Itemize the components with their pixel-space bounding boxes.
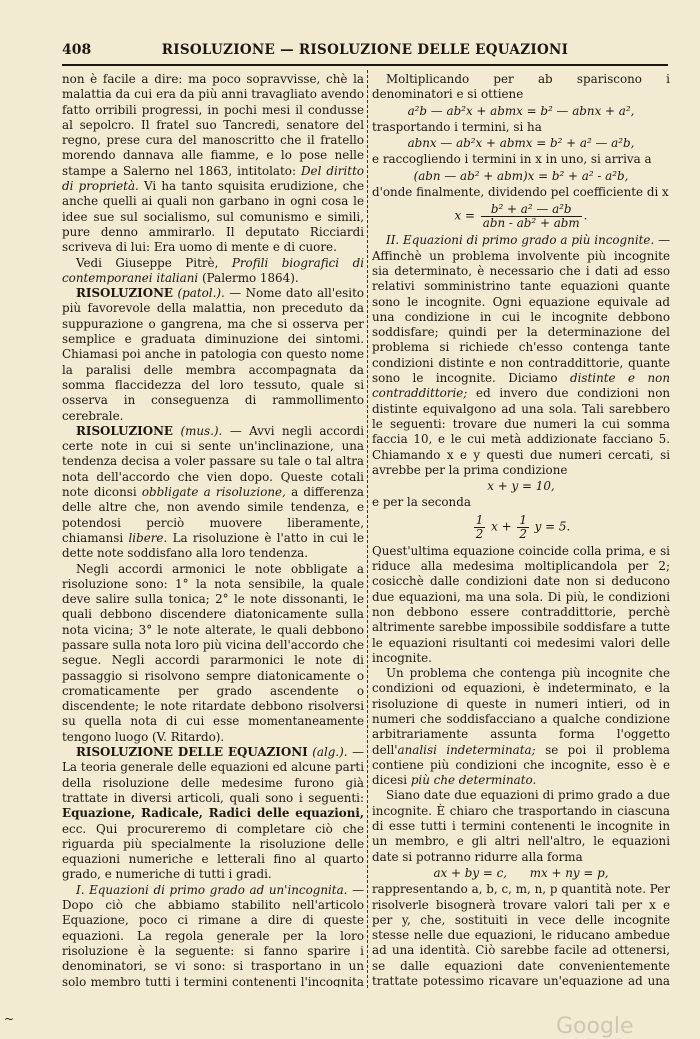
entry-body: — La teoria generale delle equazioni ed alcune parti della risoluzione delle medesime furono già trattate in diversi articoli, quali sono i seguenti: bbox=[62, 745, 364, 805]
denominator: 2 bbox=[519, 526, 527, 541]
cross-references: Equazione, Radicale, Radici delle equazioni, bbox=[62, 806, 364, 821]
equation-term: x = bbox=[454, 208, 475, 223]
numerator: b² + a² — a²b bbox=[481, 203, 582, 217]
paragraph-reference bbox=[62, 256, 364, 287]
entry-tag: (mus.). bbox=[180, 423, 223, 438]
text-run: rappresentando a, b, c, m, n, p quantità note. Per risolverle bisognerà trovare valori tali per x e per y, che, sostituiti in vece delle incognite stesse nelle due equazioni, le riducano ambedue ad una identità. Ciò sarebbe facile ad ottenersi, se dalle equazioni date convenientemente trattate potessimo ricavare un'equazione ad una bbox=[372, 882, 670, 987]
fraction bbox=[517, 514, 529, 541]
equation-term: y = 5. bbox=[534, 519, 571, 534]
text-run: Un problema che contenga più incognite che condizioni od equazioni, è indeterminato, e la risoluzione di queste in numeri intieri, od in numeri che soddisfacciano a qualche condizione arbitrariamente assunta forma l'oggetto dell' bbox=[372, 666, 670, 757]
text-run: se poi il problema contiene più condizioni che incognite, esso è e dicesi bbox=[372, 742, 670, 788]
margin-mark: ~ bbox=[4, 1012, 15, 1026]
paragraph-solve bbox=[372, 882, 670, 987]
section-body: — Affinchè un problema involvente più incognite sia determinato, è necessario che i dati ad esso relativi somministrino tante equazioni quante sono le incognite. Ogni equazione equivale ad una condizione in cui le incognite debbono soddisfare; quindi per la determinazione del problema si richiede ch'esso contenga tante condizioni distinte e non contraddittorie, quante sono le incognite. Diciamo bbox=[372, 233, 670, 386]
equation-6: x + y = 10, bbox=[487, 479, 555, 494]
paragraph-accordi: Negli accordi armonici le note obbligate a risoluzione sono: 1° la nota sensibile, la quale deve salire sulla tonica; 2° le note dissonanti, le quali debbono discendere diatonicamente sulla nota vicina; 3° le note alterate, le quali debbono passare sulla nota loro più vicina dell'accordo che segue. Negli accordi pararmonici le note di passaggio si risolvono sempre diatonicamente o cromaticamente per grado ascendente o discendente; le note ritardate debbono risolversi su quella nota di cui esse momentaneamente tengono luogo (V. Ritardo). bbox=[62, 561, 364, 744]
entry-body: — Nome dato all'esito più favorevole della malattia, non preceduto da suppurazione o gangrena, ma che si osserva per semplice e graduata diminuzione dei sintomi. Chiamasi poi anche in patologia con questo nome la paralisi delle membra accompagnata da somma flaccidezza del loro tessuto, quale si osserva in conseguenza di rammollimento cerebrale. bbox=[62, 286, 364, 423]
entry-risoluzione-equazioni bbox=[62, 745, 364, 883]
paragraph-coincide: Quest'ultima equazione coincide colla prima, e si riduce alla medesima moltiplicandola per 2; cosicchè dalle condizioni date non si deducono due equazioni, ma una sola. Di più, le condizioni non debbono essere contraddittorie, perchè altrimente sarebbe impossibile soddisfare a tutte le equazioni risultanti coi medesimi valori delle incognite. bbox=[372, 543, 670, 665]
emphasis: analisi indeterminata; bbox=[397, 742, 536, 757]
page-number: 408 bbox=[62, 42, 92, 58]
entry-term: RISOLUZIONE DELLE EQUAZIONI bbox=[76, 745, 308, 760]
page-header bbox=[62, 40, 668, 66]
section-two bbox=[372, 233, 670, 478]
text-run: (Palermo 1864). bbox=[202, 270, 299, 285]
paragraph-biography bbox=[62, 72, 364, 256]
equation-7 bbox=[372, 514, 670, 541]
equation-5 bbox=[372, 203, 670, 230]
entry-risoluzione-patol bbox=[62, 286, 364, 424]
paragraph-collect: e raccogliendo i termini in x in uno, si arriva a bbox=[372, 152, 652, 167]
entry-tag: (alg.). bbox=[312, 745, 348, 760]
fraction bbox=[474, 514, 486, 541]
paragraph-indeterminate bbox=[372, 666, 670, 788]
book-title: Profili biografici di contemporanei italiani bbox=[62, 255, 364, 285]
emphasis: libere. bbox=[128, 530, 168, 545]
section-one bbox=[62, 883, 364, 987]
fraction bbox=[481, 203, 582, 230]
text-run: Vi ha tanto squisita erudizione, che anche quelli ai quali non garbano in ogni cosa le idee sue sul socialismo, sul comunismo e simili, pure denno ammirarlo. Il deputato Ricciardi scriveva di lui: Era uomo di mente e di cuore. bbox=[62, 179, 364, 255]
paragraph-finally: d'onde finalmente, dividendo pel coefficiente di x bbox=[372, 185, 669, 200]
paragraph-second: e per la seconda bbox=[372, 495, 471, 510]
equation-4: (abn — ab² + abm)x = b² + a² - a²b, bbox=[413, 168, 629, 183]
paragraph-multiply: Moltiplicando per ab spariscono i denominatori e si ottiene bbox=[372, 72, 670, 102]
section-body: ed invero due condizioni non distinte equivalgono ad una sola. Tali sarebbero le seguenti: trovare due numeri la cui somma faccia 10, e le cui metà addizionate facciano 5. Chiamando x e y questi due numeri cercati, si avrebbe per la prima condizione bbox=[372, 386, 670, 477]
book-title: Del diritto di proprietà. bbox=[62, 163, 364, 194]
equation-2: a²b — ab²x + abmx = b² — abnx + a², bbox=[407, 103, 635, 118]
entry-term: RISOLUZIONE bbox=[76, 286, 173, 301]
emphasis: distinte e non contraddittorie; bbox=[372, 371, 670, 401]
paragraph-transport: trasportando i termini, si ha bbox=[372, 119, 542, 134]
equation-term: . bbox=[583, 208, 588, 223]
equation-8: ax + by = c, mx + ny = p, bbox=[433, 865, 609, 880]
section-heading: II. Equazioni di primo grado a più incognite. bbox=[386, 233, 655, 248]
numerator: 1 bbox=[475, 512, 484, 527]
section-heading: I. Equazioni di primo grado ad un'incognita. bbox=[76, 882, 348, 897]
paragraph-two-equations: Siano date due equazioni di primo grado a due incognite. È chiaro che trasportando in ciascuna di esse tutti i termini contenenti le incognite in un membro, e gli altri nell'altro, le equazioni date si potranno ridurre alla forma bbox=[372, 788, 670, 864]
entry-body: La risoluzione è l'atto in cui le dette note soddisfano alla loro tendenza. bbox=[62, 530, 364, 561]
denominator: abn - ab² + abm bbox=[482, 216, 580, 231]
text-run: Vedi Giuseppe Pitrè, bbox=[76, 255, 219, 270]
equation-term: x + bbox=[491, 519, 512, 534]
entry-body: ecc. Qui procureremo di completare ciò che riguarda più specialmente la risoluzione delle equazioni numeriche e letterali fino al quarto grado, e numeriche di tutti i gradi. bbox=[62, 821, 364, 882]
denominator: 2 bbox=[475, 526, 484, 541]
left-column bbox=[62, 72, 364, 987]
entry-tag: (patol.). bbox=[177, 286, 225, 301]
text-run: non è facile a dire: ma poco sopravvisse, chè la malattia da cui era da più anni travagliato avendo fatto orribili progressi, in pochi mesi il condusse al sepolcro. Il fratel suo Tancredi, senatore del regno, prese cura del manoscritto che il fratello morendo dannava alle fiamme, e lo pose nelle stampe a Salerno nel 1863, intitolato: bbox=[62, 72, 364, 178]
numerator: 1 bbox=[519, 512, 527, 527]
right-column bbox=[372, 72, 670, 987]
equation-3: abnx — ab²x + abmx = b² + a² — a²b, bbox=[407, 136, 635, 151]
scan-watermark: Google bbox=[556, 1014, 634, 1039]
column-divider bbox=[367, 70, 368, 988]
section-body: — Dopo ciò che abbiamo stabilito nell'articolo Equazione, poco ci rimane a dire di queste equazioni. La regola generale per la loro risoluzione è la seguente: si fanno sparire i denominatori, se vi sono: si trasportano in un solo membro tutti i termini contenenti l'incognita bbox=[62, 882, 364, 987]
running-title: RISOLUZIONE — RISOLUZIONE DELLE EQUAZIONI bbox=[161, 42, 569, 58]
entry-body: — Avvi negli accordi certe note in cui si sente un'inclinazione, una tendenza decisa a voler passare su tale o tal altra nota dell'accordo che vien dopo. Queste cotali note diconsi bbox=[62, 423, 364, 500]
entry-body: a differenza delle altre che, non avendo simile tendenza, e potendosi perciò muovere liberamente, chiamansi bbox=[62, 485, 364, 545]
emphasis: più che determinato. bbox=[410, 773, 537, 788]
emphasis: obbligate a risoluzione, bbox=[141, 485, 286, 500]
entry-term: RISOLUZIONE bbox=[76, 423, 173, 438]
entry-risoluzione-mus bbox=[62, 424, 364, 562]
